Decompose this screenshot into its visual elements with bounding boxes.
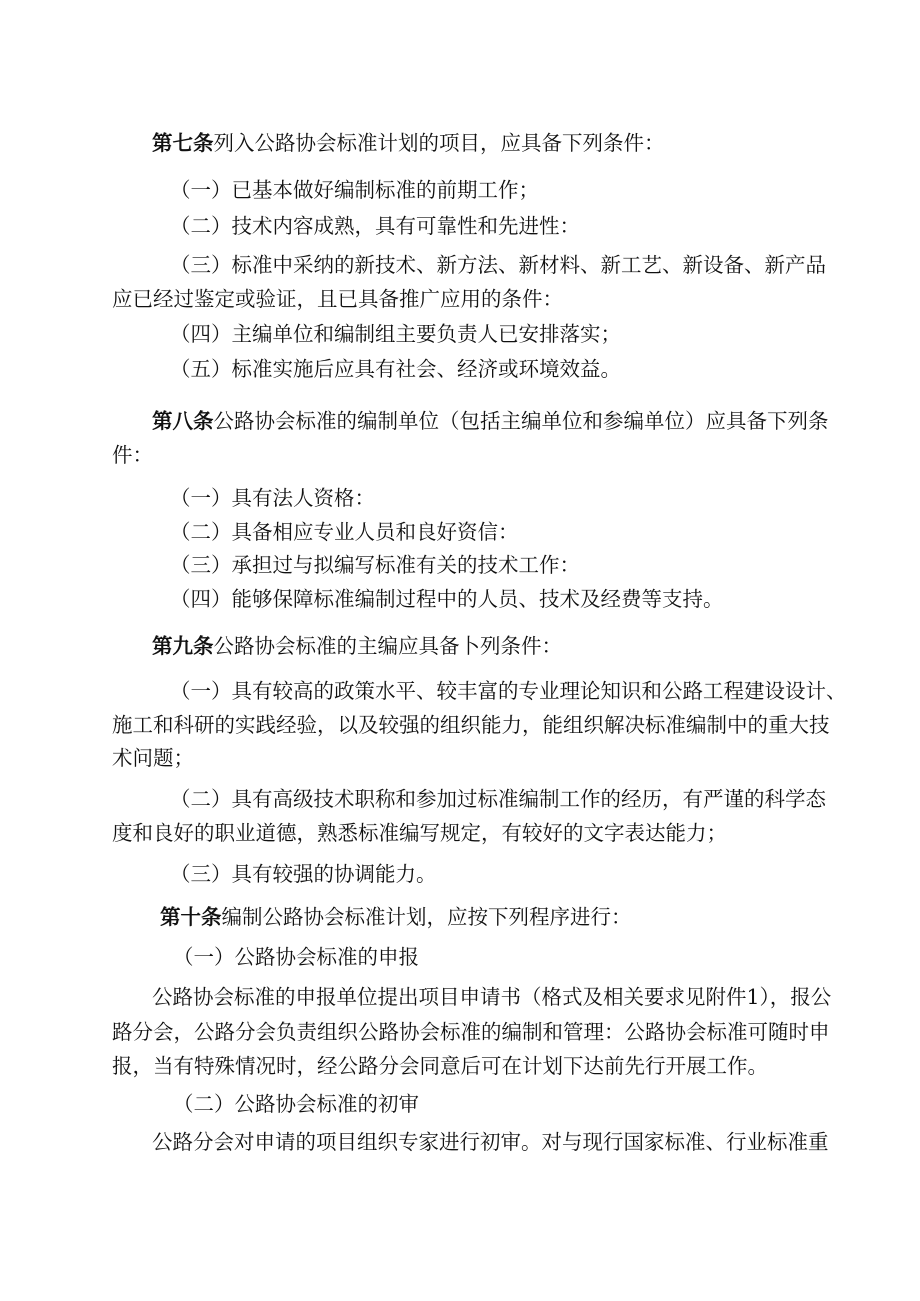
article-8-item-2: （二）具备相应专业人员和良好资信： bbox=[170, 520, 519, 544]
article-7-heading bbox=[152, 129, 665, 157]
article-8-text: 公路协会标准的编制单位（包括主编单位和参编单位）应具备下列条 bbox=[213, 409, 829, 433]
article-7-item-5: （五）标准实施后应具有社会、经济或环境效益。 bbox=[170, 357, 621, 381]
article-10-para-2: 公路分会对申请的项目组织专家进行初审。对与现行国家标准、行业标准重 bbox=[152, 1130, 829, 1154]
article-7-item-3-cont: 应已经过鉴定或验证，且已具备推广应用的条件： bbox=[112, 287, 563, 311]
article-7-item-4: （四）主编单位和编制组主要负责人已安排落实； bbox=[170, 322, 621, 346]
article-9-item-1: （一）具有较高的政策水平、较丰富的专业理论知识和公路工程建设设计、 bbox=[170, 679, 847, 703]
article-8-item-1: （一）具有法人资格： bbox=[170, 486, 375, 510]
article-10-heading bbox=[160, 903, 632, 931]
article-8-label: 第八条 bbox=[152, 409, 214, 433]
article-9-heading bbox=[152, 632, 562, 660]
article-7-text: 列入公路协会标准计划的项目，应具备下列条件： bbox=[213, 131, 665, 155]
article-9-item-1-cont-1: 施工和科研的实践经验，以及较强的组织能力，能组织解决标准编制中的重大技 bbox=[112, 713, 830, 737]
article-10-para-1-cont-1: 路分会，公路分会负责组织公路协会标准的编制和管理：公路协会标准可随时申 bbox=[112, 1020, 830, 1044]
article-10-item-2: （二）公路协会标准的初审 bbox=[173, 1092, 419, 1116]
article-8-item-3: （三）承担过与拟编写标准有关的技术工作： bbox=[170, 553, 580, 577]
article-8-heading-cont: 件： bbox=[112, 443, 153, 467]
article-7-item-2: （二）技术内容成熟，具有可靠性和先进性： bbox=[170, 214, 580, 238]
article-8-heading bbox=[152, 407, 829, 435]
article-9-label: 第九条 bbox=[152, 634, 214, 658]
article-9-text: 公路协会标准的主编应具备卜列条件： bbox=[213, 634, 562, 658]
article-9-item-1-cont-2: 术问题； bbox=[112, 746, 194, 770]
article-9-item-2-cont: 度和良好的职业道德，熟悉标准编写规定，有较好的文字表达能力； bbox=[112, 821, 727, 845]
article-7-item-3: （三）标准中采纳的新技术、新方法、新材料、新工艺、新设备、新产品 bbox=[170, 253, 826, 277]
article-8-item-4: （四）能够保障标准编制过程中的人员、技术及经费等支持。 bbox=[170, 587, 724, 611]
article-10-text: 编制公路协会标准计划，应按下列程序进行： bbox=[221, 905, 632, 929]
article-9-item-3: （三）具有较强的协调能力。 bbox=[170, 862, 437, 886]
article-10-label: 第十条 bbox=[160, 905, 222, 929]
article-10-para-1-cont-2: 报，当有特殊情况时，经公路分会同意后可在计划下达前先行开展工作。 bbox=[112, 1054, 768, 1078]
article-9-item-2: （二）具有高级技术职称和参加过标准编制工作的经历，有严谨的科学态 bbox=[170, 787, 826, 811]
article-7-label: 第七条 bbox=[152, 131, 214, 155]
article-10-item-1: （一）公路协会标准的申报 bbox=[173, 945, 419, 969]
article-10-para-1: 公路协会标准的申报单位提出项目申请书（格式及相关要求见附件1），报公 bbox=[152, 985, 832, 1009]
article-7-item-1: （一）已基本做好编制标准的前期工作； bbox=[170, 178, 539, 202]
